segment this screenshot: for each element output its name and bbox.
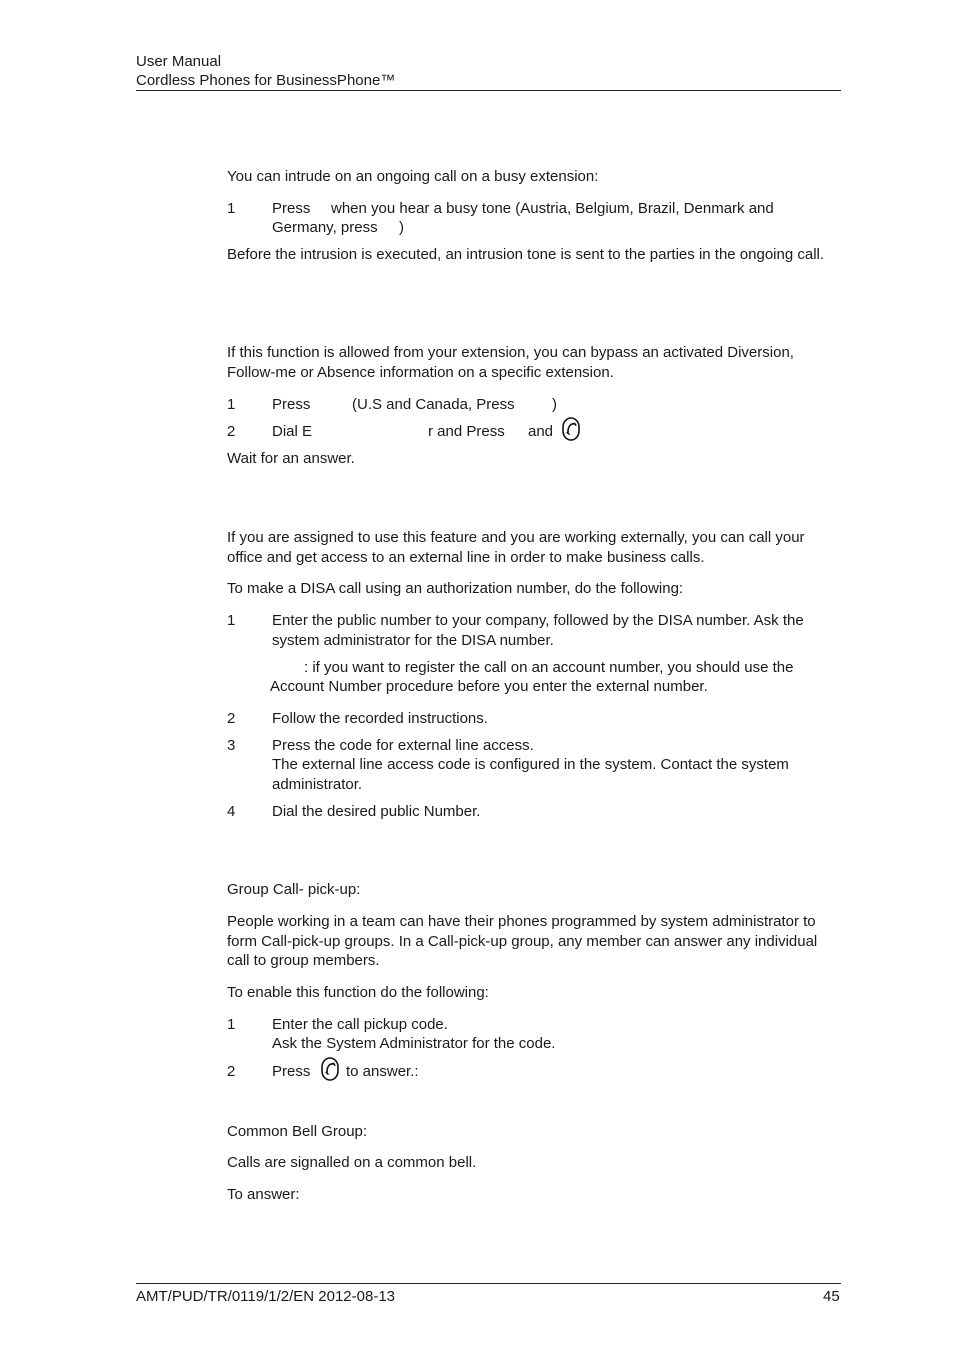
bypass-intro: If this function is allowed from your extension, you can bypass an activated Diversion, Follow-me or Absence information on a specific extension. <box>227 344 794 381</box>
step-text: when you hear a busy tone (Austria, Belgium, Brazil, Denmark and <box>331 200 774 217</box>
step-text: to answer.: <box>346 1063 419 1080</box>
disa-note: Account Number procedure before you enter the external number. <box>270 678 708 695</box>
intrusion-note: Before the intrusion is executed, an intrusion tone is sent to the parties in the ongoing call. <box>227 246 825 263</box>
step-text: Press <box>272 1063 311 1080</box>
step-number: 1 <box>227 200 236 217</box>
step-text: ) <box>399 219 404 236</box>
header-title: User Manual <box>136 53 222 70</box>
disa-note: : if you want to register the call on an account number, you should use the <box>304 659 794 676</box>
step-number: 3 <box>227 737 236 754</box>
step-text: The external line access code is configured in the system. Contact the system administrator. <box>272 756 789 793</box>
page-number: 45 <box>823 1288 840 1305</box>
step-number: 2 <box>227 1063 236 1080</box>
step-text: Germany, press <box>272 219 378 236</box>
pickup-para: People working in a team can have their phones programmed by system administrator to form Call-pick-up groups. In a Call-pick-up group, any member can answer any individual call to group members. <box>227 913 818 969</box>
step-text: and <box>528 423 554 440</box>
pickup-heading: Group Call- pick-up: <box>227 881 361 898</box>
header-rule <box>136 90 841 91</box>
pickup-lead: To enable this function do the following: <box>227 984 489 1001</box>
step-text: Press <box>272 200 311 217</box>
step-number: 2 <box>227 423 236 440</box>
step-text: (U.S and Canada, Press <box>352 396 515 413</box>
phone-answer-key-icon <box>562 417 580 441</box>
step-number: 1 <box>227 396 236 413</box>
step-number: 4 <box>227 803 236 820</box>
step-text: Ask the System Administrator for the code. <box>272 1035 556 1052</box>
step-number: 1 <box>227 1016 236 1033</box>
bypass-wait: Wait for an answer. <box>227 450 355 467</box>
bell-lead: To answer: <box>227 1186 300 1203</box>
bell-heading: Common Bell Group: <box>227 1123 368 1140</box>
header-subtitle: Cordless Phones for BusinessPhone™ <box>136 72 396 89</box>
disa-lead: To make a DISA call using an authorization number, do the following: <box>227 580 684 597</box>
footer-doc-id: AMT/PUD/TR/0119/1/2/EN 2012-08-13 <box>136 1288 396 1305</box>
step-text: Press the code for external line access. <box>272 737 534 754</box>
step-text: Dial the desired public Number. <box>272 803 481 820</box>
step-text: Follow the recorded instructions. <box>272 710 488 727</box>
step-text: ) <box>552 396 557 413</box>
footer-rule <box>136 1283 841 1284</box>
disa-intro: If you are assigned to use this feature and you are working externally, you can call your office and get access to an external line in order to make business calls. <box>227 529 805 566</box>
intrusion-intro: You can intrude on an ongoing call on a busy extension: <box>227 168 599 185</box>
step-text: Dial E <box>272 423 313 440</box>
step-text: Enter the call pickup code. <box>272 1016 448 1033</box>
step-text: r and Press <box>428 423 505 440</box>
bell-para: Calls are signalled on a common bell. <box>227 1154 477 1171</box>
step-text: Enter the public number to your company, followed by the DISA number. Ask the system administrator for the DISA number. <box>272 612 804 649</box>
step-number: 1 <box>227 612 236 629</box>
step-text: Press <box>272 396 311 413</box>
step-number: 2 <box>227 710 236 727</box>
phone-answer-key-icon <box>321 1057 339 1081</box>
